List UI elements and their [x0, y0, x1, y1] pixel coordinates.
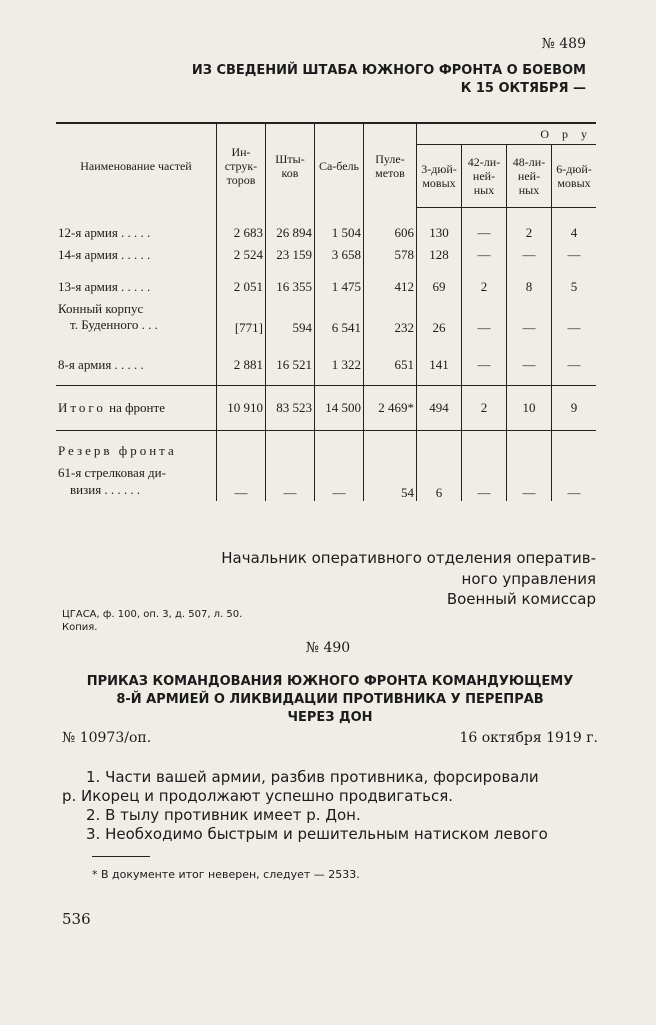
- order-title-line-1: ПРИКАЗ КОМАНДОВАНИЯ ЮЖНОГО ФРОНТА КОМАНДУЮЩЕМУ: [86, 674, 574, 689]
- signature-line-2: ного управления: [461, 570, 596, 588]
- copy-note: Копия.: [62, 622, 98, 633]
- paragraph-1-line-2: р. Икорец и продолжают успешно продвигаться.: [62, 787, 454, 805]
- order-date: 16 октября 1919 г.: [459, 730, 598, 746]
- document-title-line-2: К 15 ОКТЯБРЯ —: [460, 81, 586, 96]
- document-number-489: № 489: [541, 36, 586, 52]
- header-48-line: 48-ли-ней-ных: [507, 145, 552, 208]
- table-row: 61-я стрелковая ди- визия . . . . . . — — — 54 6 — — —: [56, 461, 596, 501]
- forces-table: [56, 122, 596, 501]
- table-row: 8-я армия . . . . . 2 881 16 521 1 322 651 141 — — —: [56, 354, 596, 376]
- footnote: * В документе итог неверен, следует — 2533.: [92, 868, 360, 881]
- page-number: 536: [62, 910, 91, 928]
- document-title-line-1: ИЗ СВЕДЕНИЙ ШТАБА ЮЖНОГО ФРОНТА О БОЕВОМ: [191, 63, 586, 78]
- header-instructors: Ин-струк-торов: [217, 123, 266, 208]
- table-row: 14-я армия . . . . . 2 524 23 159 3 658 578 128 — — —: [56, 244, 596, 266]
- order-title-line-2: 8-Й АРМИЕЙ О ЛИКВИДАЦИИ ПРОТИВНИКА У ПЕРЕПРАВ: [116, 692, 544, 707]
- signature-line-3: Военный комиссар: [446, 590, 596, 608]
- table-row: Конный корпус т. Буденного . . . [771] 594 6 541 232 26 — — —: [56, 298, 596, 336]
- signature-line-1: Начальник оперативного отделения оператив-: [221, 549, 596, 567]
- total-row: Итого на фронте 10 910 83 523 14 500 2 469* 494 2 10 9: [56, 386, 596, 431]
- header-bayonets: Шты-ков: [266, 123, 315, 208]
- paragraph-2: 2. В тылу противник имеет р. Дон.: [86, 806, 361, 824]
- header-42-line: 42-ли-ней-ных: [462, 145, 507, 208]
- archive-source: ЦГАСА, ф. 100, оп. 3, д. 507, л. 50.: [62, 609, 243, 620]
- header-machine-guns: Пуле-метов: [364, 123, 417, 208]
- document-number-490: № 490: [305, 640, 351, 656]
- order-number: № 10973/оп.: [62, 730, 152, 746]
- paragraph-3: 3. Необходимо быстрым и решительным натиском левого: [86, 825, 548, 843]
- reserve-label-row: Резерв фронта: [56, 441, 596, 461]
- table-row: 13-я армия . . . . . 2 051 16 355 1 475 412 69 2 8 5: [56, 276, 596, 298]
- header-guns-group: О р у: [417, 123, 597, 145]
- table-row: 12-я армия . . . . . 2 683 26 894 1 504 606 130 — 2 4: [56, 222, 596, 244]
- order-title-line-3: ЧЕРЕЗ ДОН: [287, 710, 373, 725]
- header-6-inch: 6-дюй-мовых: [552, 145, 597, 208]
- header-unit-name: Наименование частей: [56, 123, 217, 208]
- footnote-divider: [92, 856, 150, 857]
- header-3-inch: 3-дюй-мовых: [417, 145, 462, 208]
- paragraph-1-line-1: 1. Части вашей армии, разбив противника, форсировали: [86, 768, 539, 786]
- header-sabres: Са-бель: [315, 123, 364, 208]
